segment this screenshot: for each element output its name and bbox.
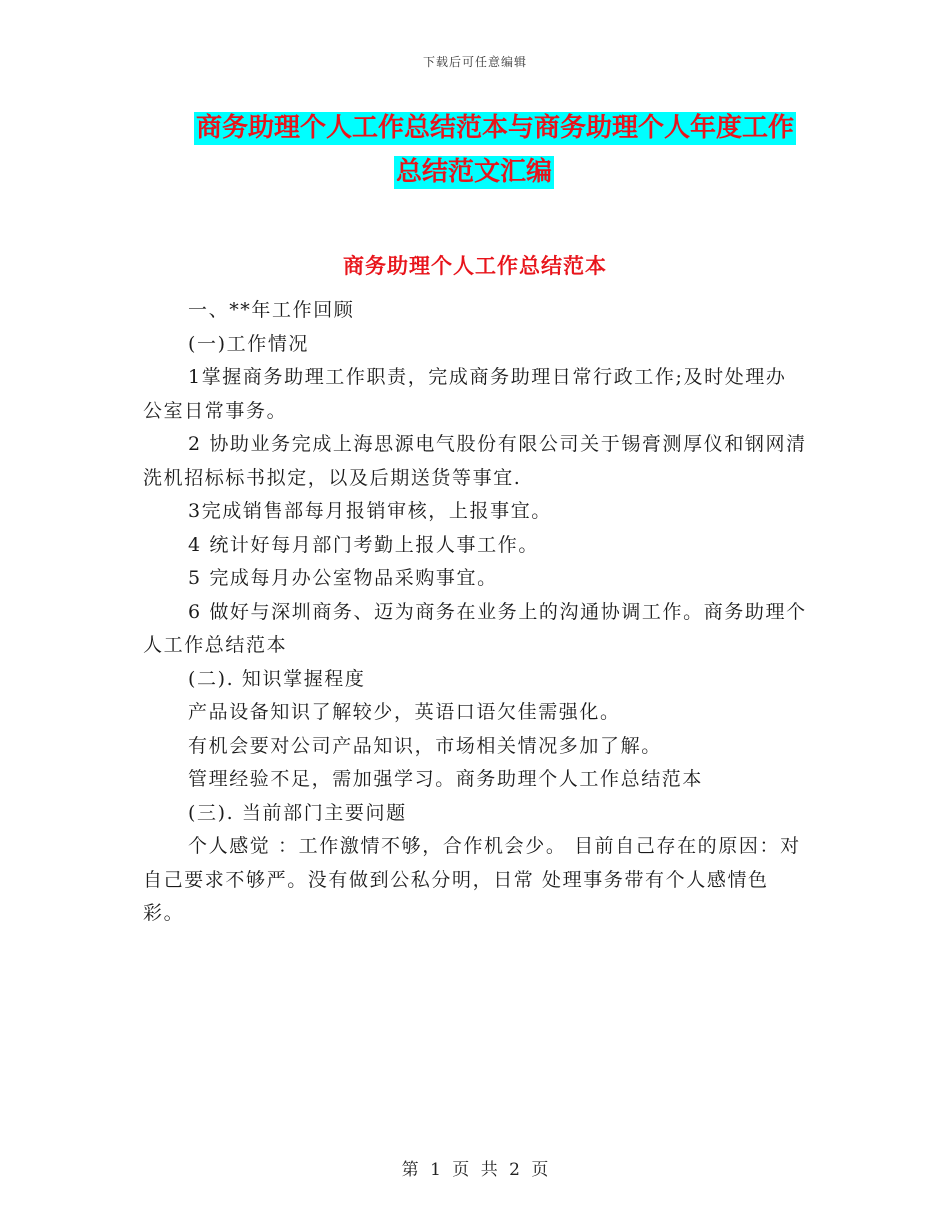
page-footer: 第 1 页 共 2 页	[401, 1160, 549, 1180]
section-subtitle: 商务助理个人工作总结范本	[343, 253, 607, 278]
paragraph-item-3: 3完成销售部每月报销审核，上报事宜。	[188, 500, 552, 522]
paragraph-knowledge-1: 产品设备知识了解较少，英语口语欠佳需强化。	[188, 701, 621, 723]
paragraph-problems-heading: (三). 当前部门主要问题	[188, 801, 407, 824]
paragraph-review-heading: 一、**年工作回顾	[188, 299, 355, 321]
paragraph-knowledge-2: 有机会要对公司产品知识，市场相关情况多加了解。	[188, 734, 662, 757]
paragraph-problems-1: 个人感觉 ：工作激情不够，合作机会少。 目前自己存在的原因：对自己要求不够严。没有做到公私分明，日常 处理事务带有个人感情色彩。	[143, 835, 801, 924]
header-note: 下载后可任意编辑	[422, 55, 527, 69]
paragraph-work-situation-heading: (一)工作情况	[188, 332, 310, 355]
title-line-2: 总结范文汇编	[396, 157, 553, 187]
title-line-1: 商务助理个人工作总结范本与商务助理个人年度工作	[196, 113, 795, 143]
paragraph-knowledge-3: 管理经验不足，需加强学习。商务助理个人工作总结范本	[188, 768, 704, 790]
paragraph-item-4: 4 统计好每月部门考勤上报人事工作。	[188, 533, 539, 556]
paragraph-knowledge-heading: (二). 知识掌握程度	[188, 667, 366, 690]
paragraph-item-1: 1掌握商务助理工作职责，完成商务助理日常行政工作;及时处理办公室日常事务。	[143, 366, 787, 422]
paragraph-item-5: 5 完成每月办公室物品采购事宜。	[188, 567, 498, 589]
paragraph-item-2: 2 协助业务完成上海思源电气股份有限公司关于锡膏测厚仪和钢网清洗机招标标书拟定，以及后期送货等事宜.	[143, 433, 807, 489]
document-body	[143, 294, 807, 931]
paragraph-item-6: 6 做好与深圳商务、迈为商务在业务上的沟通协调工作。商务助理个人工作总结范本	[143, 600, 807, 656]
